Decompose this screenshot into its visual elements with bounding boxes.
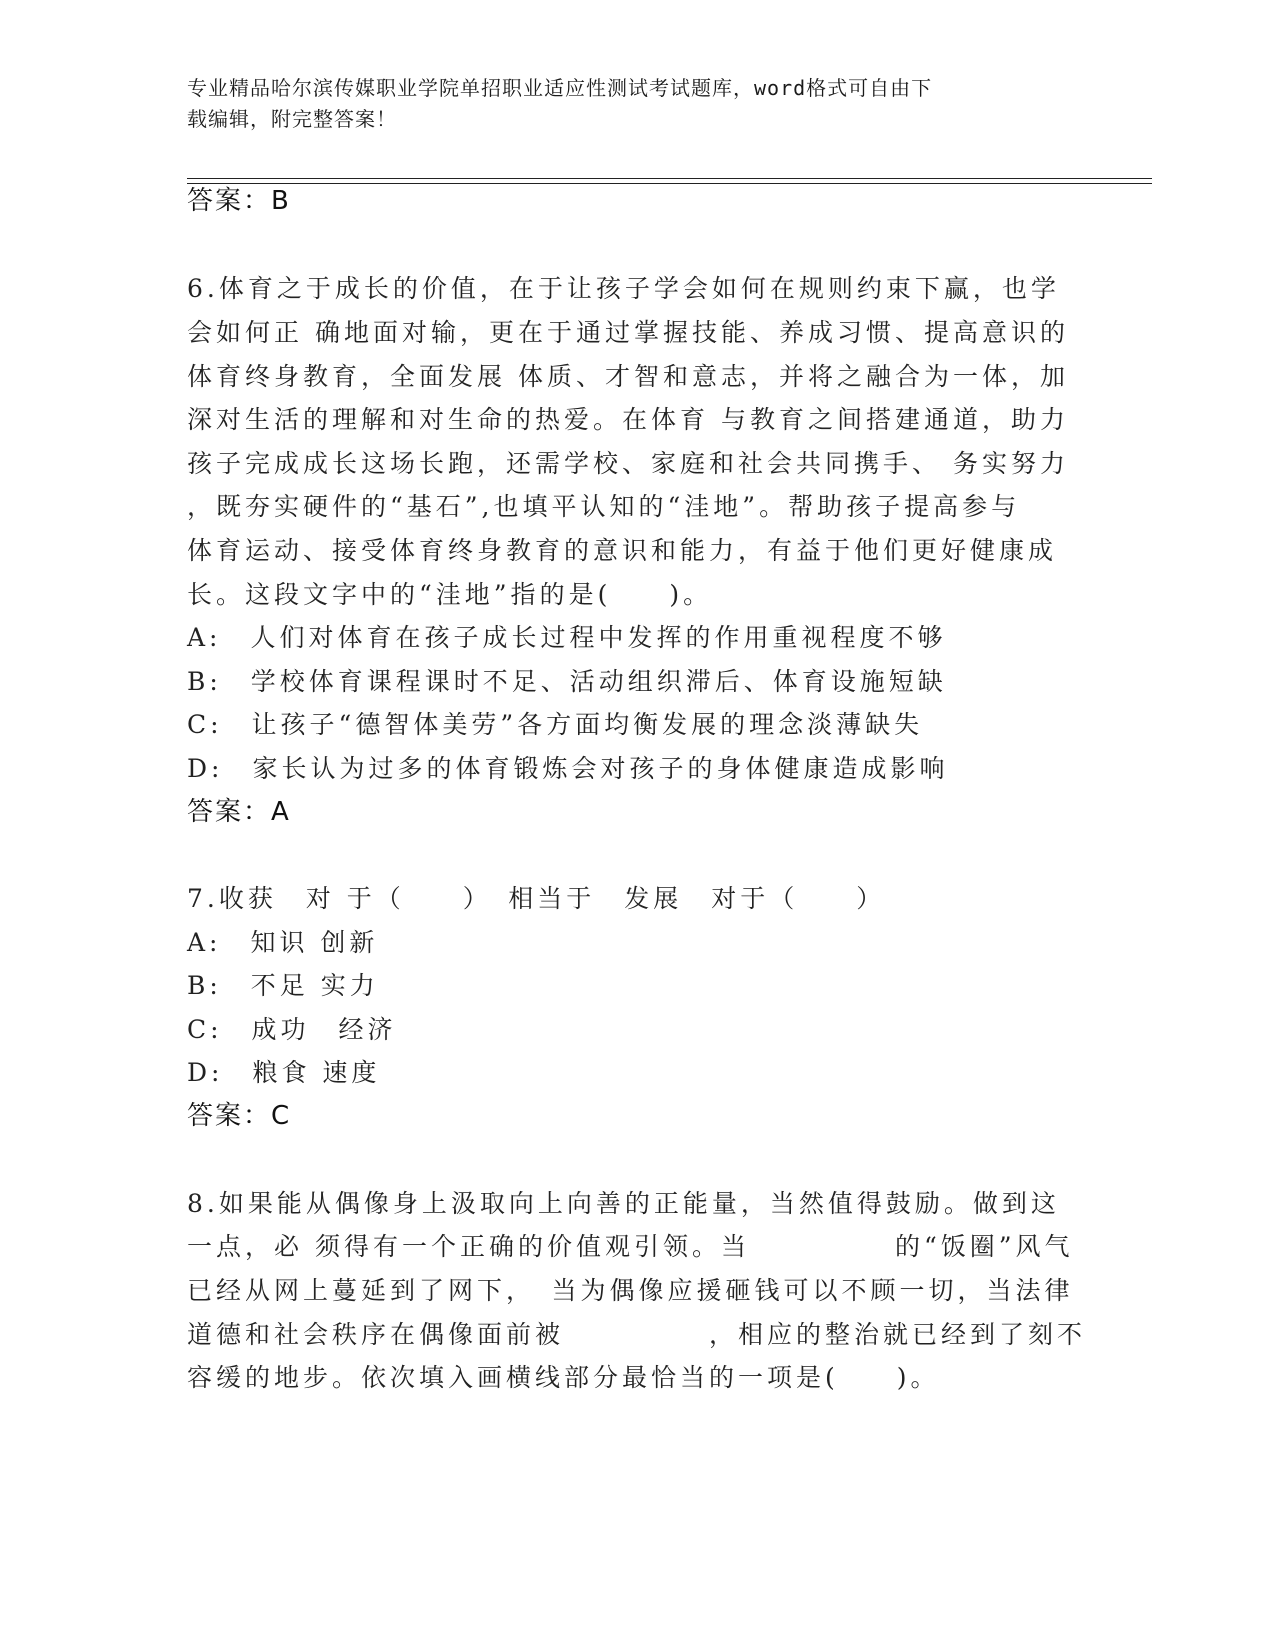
q6-stem-line: 孩子完成成长这场长跑，还需学校、家庭和社会共同携手、 务实努力 bbox=[187, 449, 1069, 478]
q8-stem-line: 已经从网上蔓延到了网下， 当为偶像应援砸钱可以不顾一切，当法律 bbox=[187, 1276, 1074, 1305]
q7-option-d: D: 粮食 速度 bbox=[187, 1058, 381, 1087]
q7-option-a: A: 知识 创新 bbox=[187, 928, 379, 957]
answer-q6: 答案：A bbox=[187, 797, 291, 827]
q6-option-b: B: 学校体育课程课时不足、活动组织滞后、体育设施短缺 bbox=[187, 667, 947, 696]
q7-option-b: B: 不足 实力 bbox=[187, 971, 379, 1000]
answer-q7: 答案：C bbox=[187, 1101, 292, 1131]
q8-stem-line: 一点，必 须得有一个正确的价值观引领。当 的“饭圈”风气 bbox=[187, 1232, 1074, 1261]
q6-stem-line: 体育运动、接受体育终身教育的意识和能力，有益于他们更好健康成 bbox=[187, 536, 1058, 565]
page-header bbox=[187, 73, 1067, 135]
header-line-1: 专业精品哈尔滨传媒职业学院单招职业适应性测试考试题库，word格式可自由下 bbox=[187, 76, 933, 100]
header-line-2: 载编辑，附完整答案！ bbox=[187, 107, 397, 131]
header-divider bbox=[187, 178, 1152, 179]
q6-stem-line: ，既夯实硬件的“基石”,也填平认知的“洼地”。帮助孩子提高参与 bbox=[187, 492, 1021, 521]
q6-option-a: A: 人们对体育在孩子成长过程中发挥的作用重视程度不够 bbox=[187, 623, 947, 652]
answer-q5: 答案：B bbox=[187, 186, 291, 216]
q6-stem-line: 6.体育之于成长的价值，在于让孩子学会如何在规则约束下赢，也学 bbox=[187, 274, 1060, 303]
q8-stem-line: 8.如果能从偶像身上汲取向上向善的正能量，当然值得鼓励。做到这 bbox=[187, 1189, 1060, 1218]
header-divider-secondary bbox=[187, 183, 1152, 184]
q6-stem-line: 长。这段文字中的“洼地”指的是( )。 bbox=[187, 580, 713, 609]
q6-option-c: C: 让孩子“德智体美劳”各方面均衡发展的理念淡薄缺失 bbox=[187, 710, 924, 739]
q8-stem-line: 容缓的地步。依次填入画横线部分最恰当的一项是( )。 bbox=[187, 1363, 940, 1392]
q7-option-c: C: 成功 经济 bbox=[187, 1015, 397, 1044]
q6-stem-line: 体育终身教育，全面发展 体质、才智和意志，并将之融合为一体，加 bbox=[187, 362, 1069, 391]
q7-stem: 7.收获 对 于（ ） 相当于 发展 对于（ ） bbox=[187, 884, 886, 913]
q6-option-d: D: 家长认为过多的体育锻炼会对孩子的身体健康造成影响 bbox=[187, 754, 949, 783]
q8-stem-line: 道德和社会秩序在偶像面前被 ，相应的整治就已经到了刻不 bbox=[187, 1320, 1087, 1349]
q6-stem-line: 深对生活的理解和对生命的热爱。在体育 与教育之间搭建通道，助力 bbox=[187, 405, 1069, 434]
q6-stem-line: 会如何正 确地面对输，更在于通过掌握技能、养成习惯、提高意识的 bbox=[187, 318, 1069, 347]
